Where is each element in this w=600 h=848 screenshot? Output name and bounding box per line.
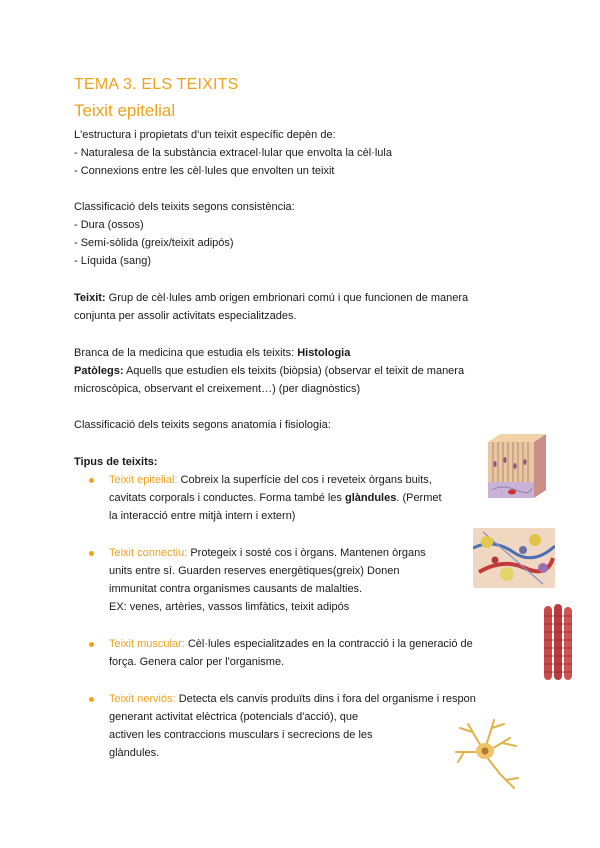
connective-tissue-illustration [473, 528, 555, 588]
section-title: Teixit epitelial [74, 101, 176, 120]
type-name: Teixit nerviós: [109, 693, 176, 705]
list-item-line: units entre sí. Guarden reserves energètiques(greix) Donen [109, 565, 400, 577]
bullet [89, 551, 94, 556]
list-item-line: la interacció entre mitjà intern i extern) [109, 510, 296, 522]
list-item: Teixit connectiu: Protegeix i sosté cos i òrgans. Mantenen òrgans [109, 547, 426, 559]
consistency-heading: Classificació dels teixits segons consistència: [74, 201, 295, 213]
types-heading: Tipus de teixits: [74, 456, 158, 468]
list-item: Teixit epitelial: Cobreix la superfície del cos i reveteix òrgans buits, [109, 474, 432, 486]
epithelium-illustration [486, 432, 548, 500]
list-item-line: generant activitat elèctrica (potencials d'acció), que [109, 711, 359, 723]
intro-line: - Naturalesa de la substància extracel·lular que envolta la cèl·lula [74, 147, 392, 159]
definition-term: Teixit: [74, 292, 106, 304]
list-item-line: cavitats corporals i conductes. Forma també les glàndules. (Permet [109, 492, 442, 504]
bullet [89, 478, 94, 483]
intro-line: L'estructura i propietats d'un teixit específic depèn de: [74, 129, 336, 141]
pathologists-term: Patòlegs: [74, 365, 124, 377]
type-name: Teixit connectiu: [109, 547, 188, 559]
consistency-item: - Dura (ossos) [74, 219, 144, 231]
page-title: TEMA 3. ELS TEIXITS [74, 76, 239, 93]
bullet [89, 697, 94, 702]
anatomy-heading: Classificació dels teixits segons anatomia i fisiologia: [74, 419, 331, 431]
muscle-fibers-illustration [542, 604, 574, 682]
definition-line: conjunta per assolir activitats especialitzades. [74, 310, 297, 322]
definition-line: Teixit: Grup de cèl·lules amb origen embrionari comú i que funcionen de manera [74, 292, 469, 304]
pathologists-line: microscòpica, observant el creixement…) (per diagnòstics) [74, 383, 361, 395]
consistency-item: - Líquida (sang) [74, 255, 152, 267]
histology-term: Histologia [297, 347, 351, 359]
intro-line: - Connexions entre les cèl·lules que envolten un teixit [74, 165, 335, 177]
list-item-line: glàndules. [109, 747, 160, 759]
branch-line: Branca de la medicina que estudia els teixits: Histologia [74, 347, 351, 359]
list-item-line: activen les contraccions musculars i secrecions de les [109, 729, 373, 741]
type-name: Teixit epitelial: [109, 474, 178, 486]
neuron-illustration [450, 716, 524, 792]
type-name: Teixit muscular: [109, 638, 185, 650]
list-item-line: immunitat contra organismes causants de malalties. [109, 583, 363, 595]
list-item: Teixit muscular: Cèl·lules especialitzades en la contracció i la generació de [109, 638, 473, 650]
list-item: Teixit nerviós: Detecta els canvis produïts dins i fora del organisme i respon [109, 693, 476, 705]
pathologists-line: Patòlegs: Aquells que estudien els teixits (biòpsia) (observar el teixit de manera [74, 365, 465, 377]
list-item-line: força. Genera calor per l'organisme. [109, 656, 285, 668]
bullet [89, 642, 94, 647]
list-item-line: EX: venes, artèries, vassos limfàtics, teixit adipós [109, 601, 350, 613]
consistency-item: - Semi-sòlida (greix/teixit adipós) [74, 237, 234, 249]
